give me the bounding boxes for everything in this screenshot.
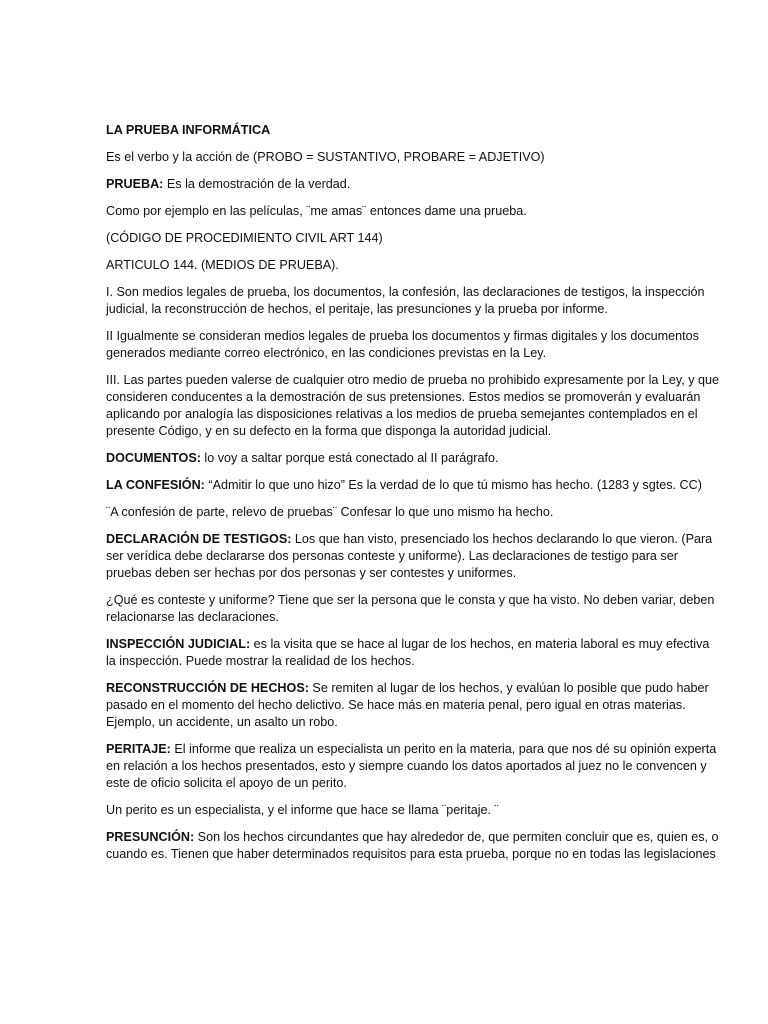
paragraph-term: LA CONFESIÓN: bbox=[106, 478, 205, 492]
paragraph bbox=[106, 203, 722, 220]
paragraph bbox=[106, 477, 722, 494]
paragraph bbox=[106, 636, 722, 670]
paragraph bbox=[106, 592, 722, 626]
paragraph-term: PRUEBA: bbox=[106, 177, 164, 191]
paragraph-term: INSPECCIÓN JUDICIAL: bbox=[106, 637, 251, 651]
paragraph-term: DOCUMENTOS: bbox=[106, 451, 201, 465]
paragraph-text: “Admitir lo que uno hizo” Es la verdad de lo que tú mismo has hecho. (1283 y sgtes. CC) bbox=[204, 478, 702, 492]
paragraph-text: (CÓDIGO DE PROCEDIMIENTO CIVIL ART 144) bbox=[106, 231, 383, 245]
paragraph-text: Son los hechos circundantes que hay alrededor de, que permiten concluir que es, quien es, o cuando es. Tienen que haber determinados requisitos para esta prueba, porque no en todas las legislaciones bbox=[106, 830, 719, 861]
paragraph-term: PERITAJE: bbox=[106, 742, 171, 756]
paragraph-text: lo voy a saltar porque está conectado al II parágrafo. bbox=[200, 451, 499, 465]
paragraph-text: El informe que realiza un especialista un perito en la materia, para que nos dé su opinión experta en relación a los hechos presentados, esto y siempre cuando los datos aportados al juez no le convencen y este de oficio solicita el apoyo de un perito. bbox=[106, 742, 717, 790]
paragraph-text: Es el verbo y la acción de (PROBO = SUSTANTIVO, PROBARE = ADJETIVO) bbox=[106, 150, 545, 164]
paragraph-term: DECLARACIÓN DE TESTIGOS: bbox=[106, 532, 292, 546]
paragraph-text: III. Las partes pueden valerse de cualquier otro medio de prueba no prohibido expresamente por la Ley, y que consideren conducentes a la demostración de sus pretensiones. Estos medios se promoverán y evaluarán aplicando por analogía las disposiciones relativas a los medios de prueba semejantes contemplados en el presente Código, y en su defecto en la forma que disponga la autoridad judicial. bbox=[106, 373, 720, 438]
paragraph-text: ARTICULO 144. (MEDIOS DE PRUEBA). bbox=[106, 258, 339, 272]
paragraph bbox=[106, 328, 722, 362]
paragraph bbox=[106, 230, 722, 247]
paragraph-term: PRESUNCIÓN: bbox=[106, 830, 195, 844]
document-title: LA PRUEBA INFORMÁTICA bbox=[106, 123, 271, 137]
document-page bbox=[106, 122, 722, 873]
paragraph-text: Los que han visto, presenciado los hechos declarando lo que vieron. (Para ser verídica debe declararse dos personas conteste y uniforme). Las declaraciones de testigo para ser pruebas deben ser hechas por dos personas y ser contestes y uniformes. bbox=[106, 532, 713, 580]
paragraph bbox=[106, 149, 722, 166]
paragraph-text: ¿Qué es conteste y uniforme? Tiene que ser la persona que le consta y que ha visto. No deben variar, deben relacionarse las declaraciones. bbox=[106, 593, 715, 624]
paragraph-text: es la visita que se hace al lugar de los hechos, en materia laboral es muy efectiva la inspección. Puede mostrar la realidad de los hechos. bbox=[106, 637, 710, 668]
paragraph-text: ¨A confesión de parte, relevo de pruebas¨ Confesar lo que uno mismo ha hecho. bbox=[106, 505, 554, 519]
paragraph-text: Como por ejemplo en las películas, ¨me amas¨ entonces dame una prueba. bbox=[106, 204, 527, 218]
paragraph-text: II Igualmente se consideran medios legales de prueba los documentos y firmas digitales y los documentos generados mediante correo electrónico, en las condiciones previstas en la Ley. bbox=[106, 329, 699, 360]
document-body bbox=[106, 149, 722, 863]
paragraph bbox=[106, 450, 722, 467]
paragraph bbox=[106, 284, 722, 318]
paragraph-text: Un perito es un especialista, y el informe que hace se llama ¨peritaje. ¨ bbox=[106, 803, 499, 817]
paragraph bbox=[106, 531, 722, 582]
paragraph bbox=[106, 257, 722, 274]
paragraph bbox=[106, 741, 722, 792]
paragraph bbox=[106, 680, 722, 731]
paragraph-text: Es la demostración de la verdad. bbox=[163, 177, 351, 191]
paragraph bbox=[106, 372, 722, 440]
paragraph bbox=[106, 802, 722, 819]
paragraph bbox=[106, 829, 722, 863]
paragraph bbox=[106, 176, 722, 193]
paragraph-term: RECONSTRUCCIÓN DE HECHOS: bbox=[106, 681, 309, 695]
paragraph bbox=[106, 504, 722, 521]
paragraph-text: Se remiten al lugar de los hechos, y evalúan lo posible que pudo haber pasado en el momento del hecho delictivo. Se hace más en materia penal, pero igual en otras materias. Ejemplo, un accidente, un asalto un robo. bbox=[106, 681, 709, 729]
paragraph-text: I. Son medios legales de prueba, los documentos, la confesión, las declaraciones de testigos, la inspección judicial, la reconstrucción de hechos, el peritaje, las presunciones y la prueba por informe. bbox=[106, 285, 705, 316]
